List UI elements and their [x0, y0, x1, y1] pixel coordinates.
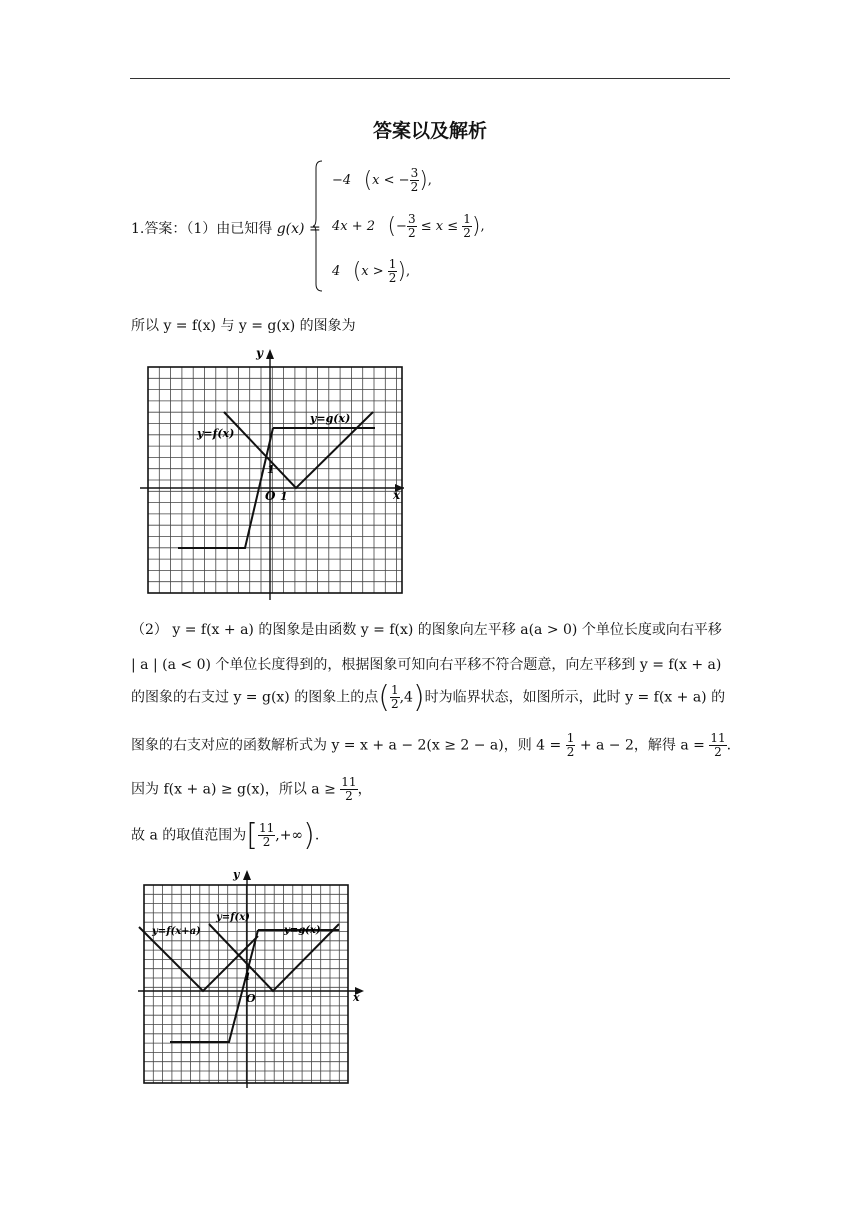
a-ge-frac: $\frac{11}{2}$ — [341, 775, 357, 803]
page-title: 答案以及解析 — [372, 120, 487, 142]
case-row-1: −4 (x < − $\frac{3}{2}$ ), — [332, 166, 432, 194]
q1-label-line — [131, 218, 321, 238]
q2-p1b: | a | (a < 0) 个单位长度得到的，根据图象可知向右平移不符合题意，向左平移到 y = f(x + a) — [131, 657, 722, 673]
top-rule — [130, 78, 730, 79]
case-1-frac: $\frac{3}{2}$ — [410, 166, 419, 194]
case-3-cond: x > — [361, 264, 388, 279]
case-1-cond: x < − — [372, 173, 410, 188]
origin-1: O — [265, 489, 276, 503]
cases-brace — [313, 160, 323, 292]
q2-p3: 故 a 的取值范围为[ $\frac{11}{2}$ ,+∞). — [131, 818, 320, 853]
graph-1 — [140, 345, 420, 600]
a-frac: $\frac{11}{2}$ — [710, 731, 726, 759]
case-2-frac-a: $\frac{3}{2}$ — [407, 212, 416, 240]
f-line-2 — [170, 930, 258, 1042]
graph-2 — [134, 866, 366, 1088]
case-3-frac: $\frac{1}{2}$ — [388, 257, 397, 285]
tick-2-y: 1 — [244, 972, 251, 983]
origin-2: O — [246, 992, 256, 1005]
q2-p2: 因为 f(x + a) ≥ g(x)，所以 a ≥ $\frac{11}{2}$ ， — [131, 775, 372, 803]
fx-label-1: y=f(x) — [197, 427, 235, 440]
q2-p1c: 的图象的右支过 y = g(x) 的图象上的点( $\frac{1}{2}$ ,4)时为临界状态，如图所示，此时 y = f(x + a) 的 — [131, 680, 726, 715]
x-label-2: x — [353, 991, 360, 1004]
tick-1-y: 1 — [267, 463, 275, 476]
point-frac: $\frac{1}{2}$ — [390, 683, 399, 711]
y-label-1: y — [256, 346, 263, 360]
range-frac: $\frac{11}{2}$ — [258, 821, 275, 849]
gx-label-1: y=g(x) — [310, 412, 351, 425]
gx-label-2: y=g(x) — [284, 925, 321, 936]
case-2-expr: 4x + 2 — [332, 219, 376, 234]
grid-1 — [148, 367, 402, 593]
case-3-expr: 4 — [332, 264, 341, 279]
q2-p1a: （2） y = f(x + a) 的图象是由函数 y = f(x) 的图象向左平移 a(a > 0) 个单位长度或向右平移 — [131, 622, 722, 638]
fx-label-2: y=f(x) — [216, 912, 250, 923]
case-row-3: 4 (x > $\frac{1}{2}$ ), — [332, 257, 411, 285]
tick-1-x: 1 — [280, 490, 288, 503]
half-frac: $\frac{1}{2}$ — [566, 731, 575, 759]
graph-intro: 所以 y = f(x) 与 y = g(x) 的图象为 — [131, 318, 356, 334]
q2-p1d: 图象的右支对应的函数解析式为 y = x + a − 2(x ≥ 2 − a)，则 4 = $\frac{1}{2}$ + a − 2，解得 a = $\frac{11}{2}$ . — [131, 731, 732, 759]
case-2-frac-b: $\frac{1}{2}$ — [463, 212, 471, 240]
x-label-1: x — [393, 488, 401, 502]
case-1-expr: −4 — [332, 173, 352, 188]
g-lhs: g(x) = — [276, 221, 321, 237]
case-2-cond: ≤ x ≤ — [416, 219, 463, 234]
y-label-2: y — [233, 868, 240, 881]
fxa-label-2: y=f(x+a) — [152, 926, 201, 937]
case-row-2: 4x + 2 (− $\frac{3}{2}$ ≤ x ≤ $\frac{1}{2}$ ), — [332, 212, 485, 240]
y-arrow-2 — [243, 870, 251, 880]
y-arrow-1 — [266, 349, 274, 359]
q1-label: 1.答案：（1）由已知得 — [131, 221, 277, 237]
